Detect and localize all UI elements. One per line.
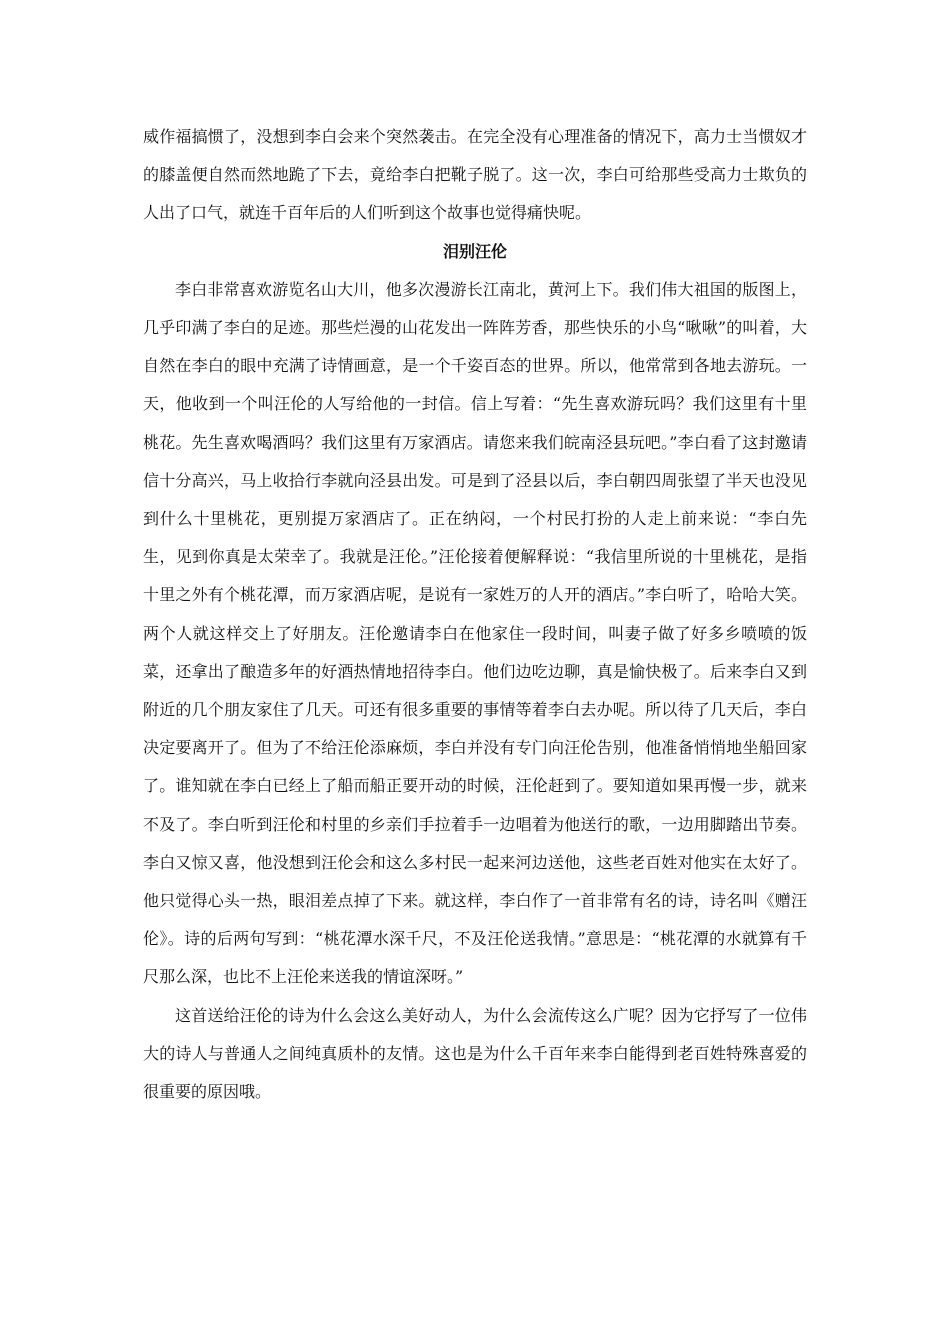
document-page xyxy=(143,118,807,1111)
paragraph-conclusion: 这首送给汪伦的诗为什么会这么美好动人，为什么会流传这么广呢？因为它抒写了一位伟大的诗人与普通人之间纯真质朴的友情。这也是为什么千百年来李白能得到老百姓特殊喜爱的很重要的原因哦。 xyxy=(143,1005,807,1102)
paragraph-story: 李白非常喜欢游览名山大川，他多次漫游长江南北，黄河上下。我们伟大祖国的版图上，几乎印满了李白的足迹。那些烂漫的山花发出一阵阵芳香，那些快乐的小鸟“啾啾”的叫着，大自然在李白的眼中充满了诗情画意，是一个千姿百态的世界。所以，他常常到各地去游玩。一天，他收到一个叫汪伦的人写给他的一封信。信上写着：“先生喜欢游玩吗？我们这里有十里桃花。先生喜欢喝酒吗？我们这里有万家酒店。请您来我们皖南泾县玩吧。”李白看了这封邀请信十分高兴，马上收拾行李就向泾县出发。可是到了泾县以后，李白朝四周张望了半天也没见到什么十里桃花，更别提万家酒店了。正在纳闷，一个村民打扮的人走上前来说：“李白先生，见到你真是太荣幸了。我就是汪伦。”汪伦接着便解释说：“我信里所说的十里桃花，是指十里之外有个桃花潭，而万家酒店呢，是说有一家姓万的人开的酒店。”李白听了，哈哈大笑。两个人就这样交上了好朋友。汪伦邀请李白在他家住一段时间，叫妻子做了好多乡喷喷的饭菜，还拿出了酿造多年的好酒热情地招待李白。他们边吃边聊，真是愉快极了。后来李白又到附近的几个朋友家住了几天。可还有很多重要的事情等着李白去办呢。所以待了几天后，李白决定要离开了。但为了不给汪伦添麻烦，李白并没有专门向汪伦告别，他准备悄悄地坐船回家了。谁知就在李白已经上了船而船正要开动的时候，汪伦赶到了。要知道如果再慢一步，就来不及了。李白听到汪伦和村里的乡亲们手拉着手一边唱着为他送行的歌，一边用脚踏出节奏。李白又惊又喜，他没想到汪伦会和这么多村民一起来河边送他，这些老百姓对他实在太好了。他只觉得心头一热，眼泪差点掉了下来。就这样，李白作了一首非常有名的诗，诗名叫《赠汪伦》。诗的后两句写到：“桃花潭水深千尺，不及汪伦送我情。”意思是：“桃花潭的水就算有千尺那么深，也比不上汪伦来送我的情谊深呀。” xyxy=(143,279,807,987)
section-title: 泪别汪伦 xyxy=(442,241,507,261)
paragraph-intro: 威作福搞惯了，没想到李白会来个突然袭击。在完全没有心理准备的情况下，高力士当惯奴才的膝盖便自然而然地跪了下去，竟给李白把靴子脱了。这一次，李白可给那些受高力士欺负的人出了口气，就连千百年后的人们听到这个故事也觉得痛快呢。 xyxy=(143,127,807,223)
